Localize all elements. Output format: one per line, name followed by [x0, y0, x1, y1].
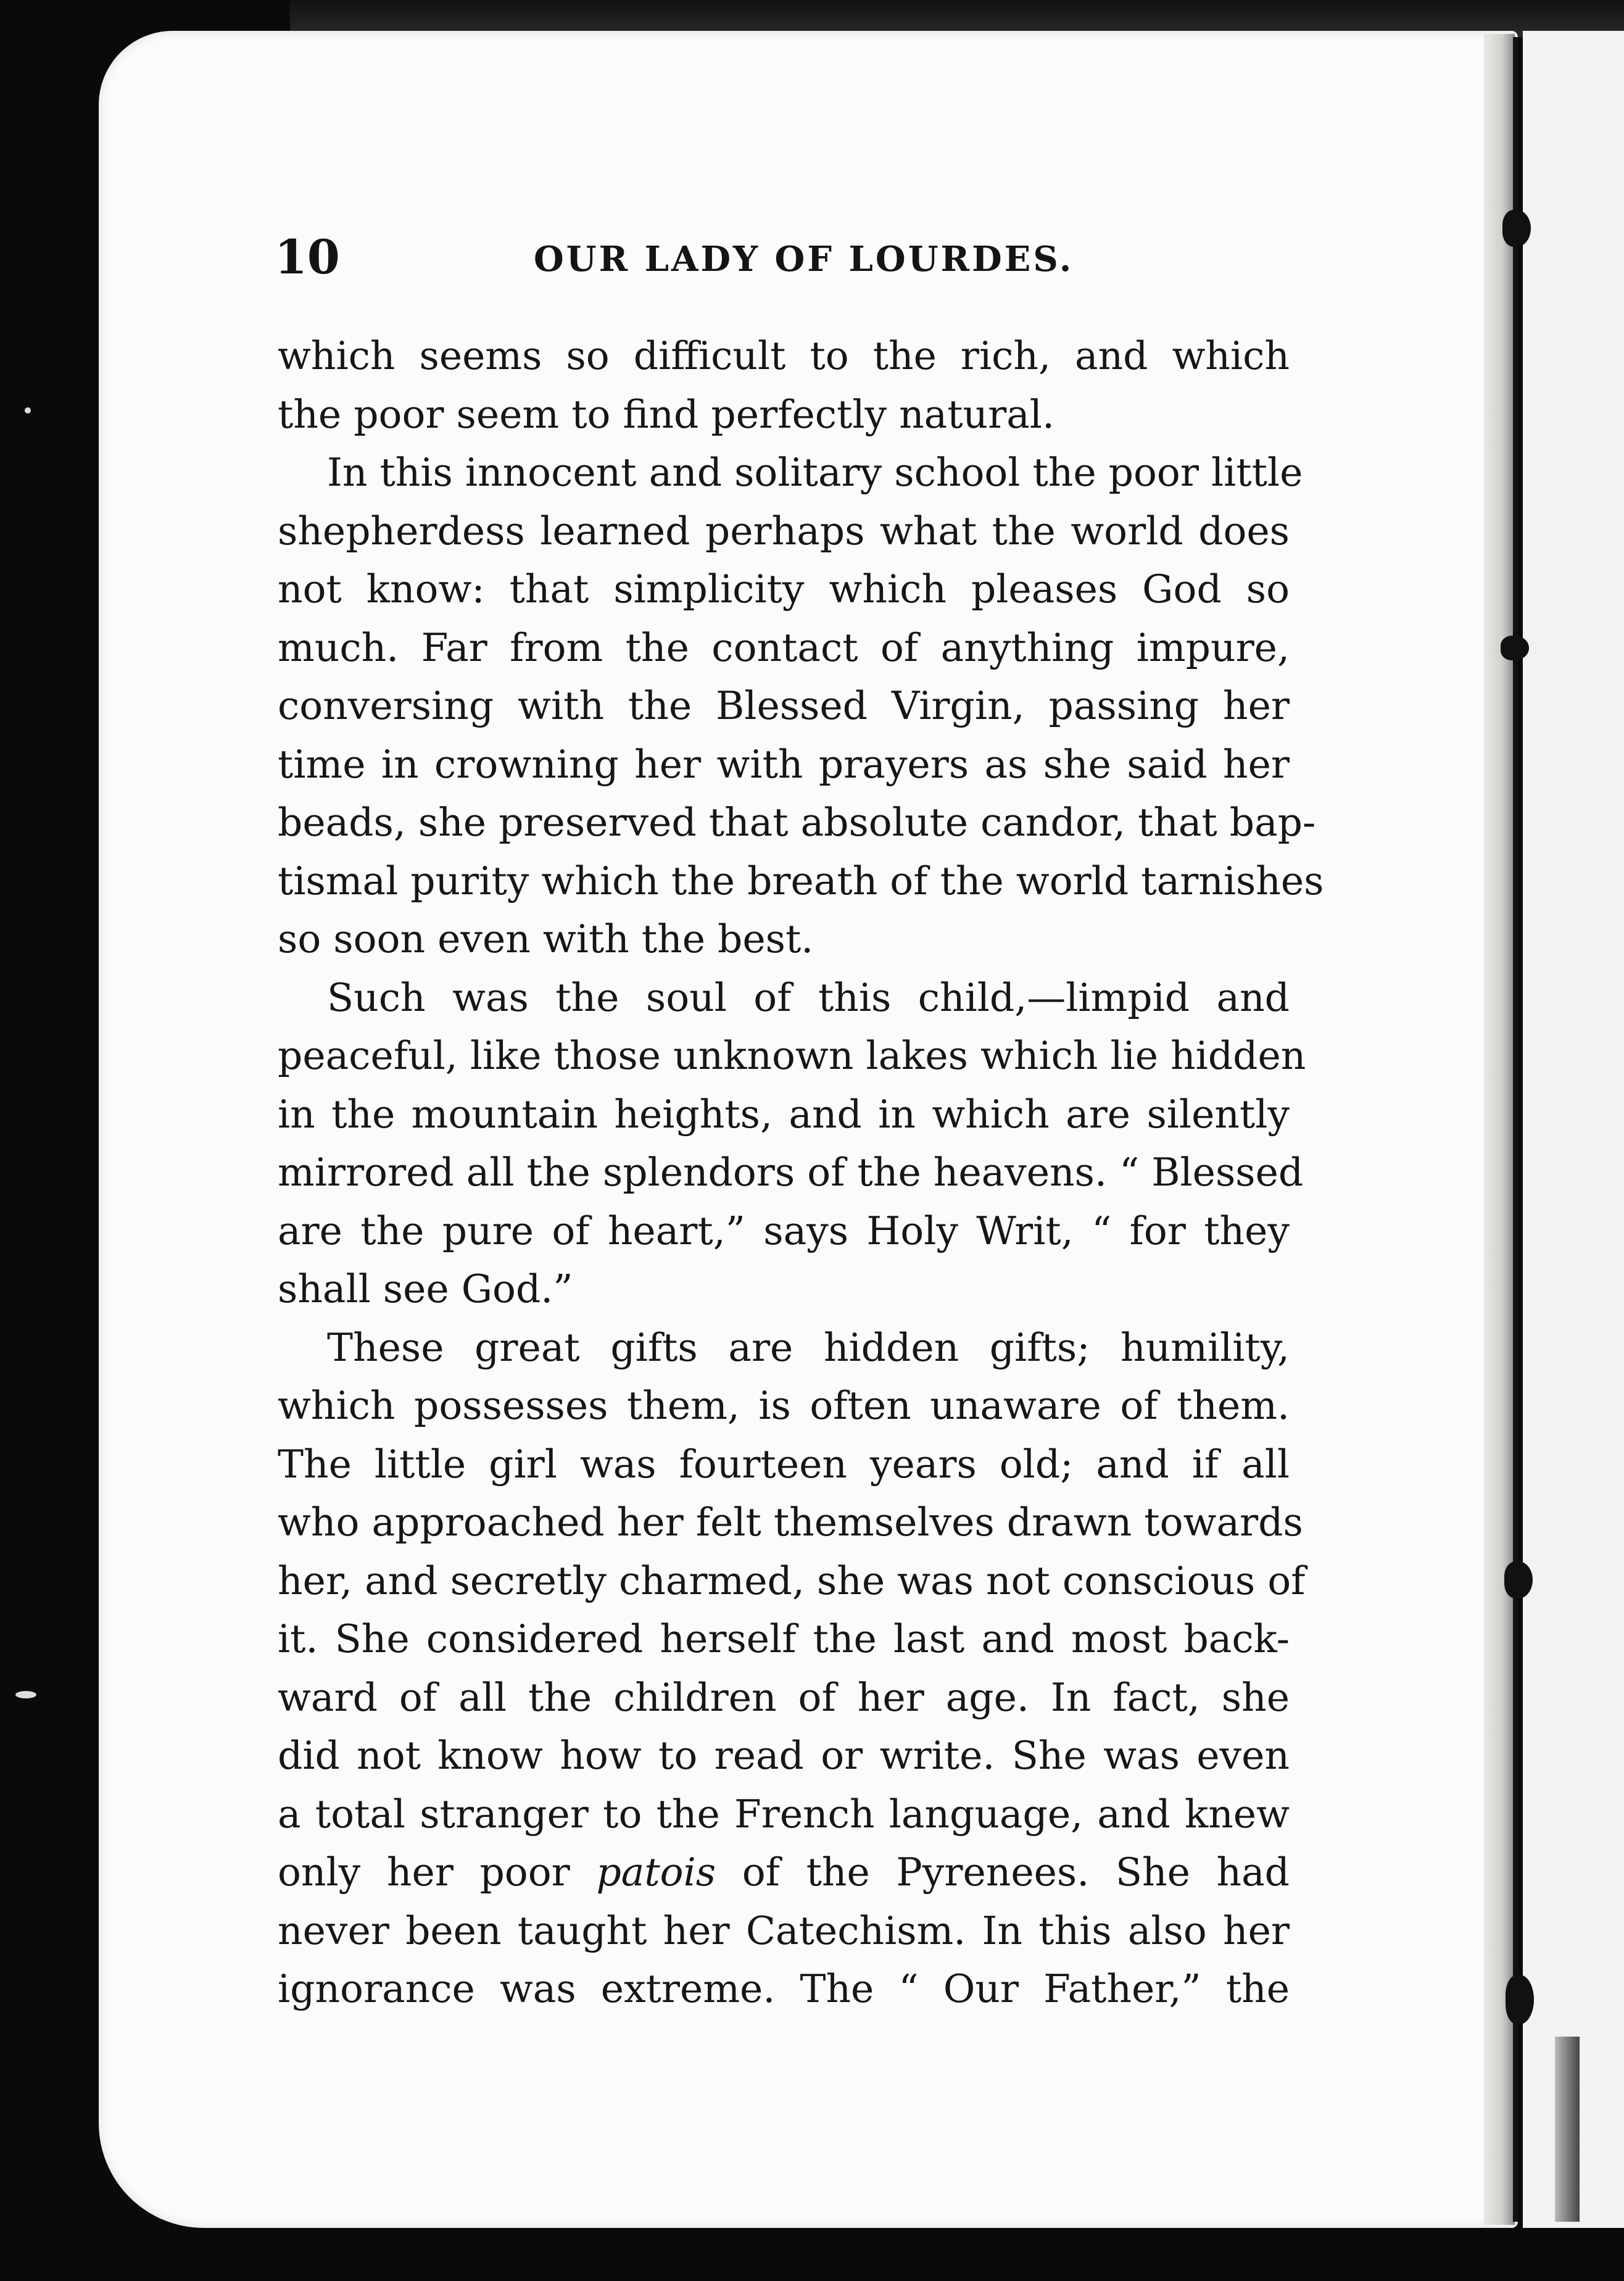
- text-line: in the mountain heights, and in which are silently: [278, 1091, 1290, 1137]
- text-line: mirrored all the splendors of the heavens. “ Blessed: [278, 1150, 1304, 1195]
- text-line: tismal purity which the breath of the world tarnishes: [278, 858, 1324, 904]
- text-line: who approached her felt themselves drawn towards: [278, 1500, 1303, 1545]
- text-line: did not know how to read or write. She was even: [278, 1733, 1290, 1778]
- text-run: only her poor: [278, 1850, 570, 1895]
- running-head: [275, 230, 1286, 285]
- text-line: time in crowning her with prayers as she said her: [278, 741, 1290, 787]
- text-line: so soon even with the best.: [278, 916, 814, 962]
- text-line: it. She considered herself the last and most back-: [278, 1616, 1290, 1661]
- facing-page-edge: [1523, 31, 1624, 2228]
- page-number: 10: [275, 230, 340, 285]
- page-gutter-shadow: [1484, 34, 1515, 2225]
- text-run: of the Pyrenees. She had: [742, 1850, 1290, 1895]
- text-line: are the pure of heart,” says Holy Writ, “ for they: [278, 1208, 1290, 1253]
- binding-line: [1513, 37, 1518, 2222]
- text-line: Such was the soul of this child,—limpid and: [327, 974, 1290, 1020]
- text-line: not know: that simplicity which pleases God so: [278, 567, 1290, 612]
- text-line: beads, she preserved that absolute candor, that bap-: [278, 800, 1316, 845]
- text-line: conversing with the Blessed Virgin, passing her: [278, 683, 1290, 728]
- text-line: peaceful, like those unknown lakes which lie hidden: [278, 1033, 1306, 1078]
- body-text: [278, 327, 1324, 2019]
- text-line: shepherdess learned perhaps what the world does: [278, 508, 1290, 554]
- text-line: shall see God.”: [278, 1266, 573, 1311]
- text-line: which possesses them, is often unaware of them.: [278, 1383, 1290, 1428]
- scan-speck: [25, 407, 31, 413]
- text-line: In this innocent and solitary school the poor little: [327, 450, 1303, 495]
- running-title: OUR LADY OF LOURDES.: [534, 239, 1074, 280]
- binding-tab-mark: [1502, 210, 1531, 247]
- text-line: her, and secretly charmed, she was not conscious of: [278, 1558, 1306, 1603]
- text-line: which seems so difficult to the rich, and which: [278, 333, 1290, 378]
- text-line: The little girl was fourteen years old; and if all: [278, 1441, 1290, 1487]
- text-line: much. Far from the contact of anything impure,: [278, 625, 1290, 670]
- binding-tab-mark: [1504, 1561, 1533, 1598]
- text-line-with-italic: [278, 1843, 1290, 1902]
- binding-tab-mark: [1506, 1975, 1534, 2024]
- italic-word: patois: [596, 1850, 716, 1895]
- text-line: These great gifts are hidden gifts; humility,: [327, 1324, 1290, 1370]
- scan-speck: [15, 1691, 36, 1698]
- page-corner-shadow: [1555, 2037, 1580, 2222]
- text-line: ward of all the children of her age. In fact, she: [278, 1674, 1290, 1720]
- text-line: the poor seem to find perfectly natural.: [278, 391, 1054, 437]
- text-line: never been taught her Catechism. In this also her: [278, 1908, 1290, 1953]
- text-line: a total stranger to the French language, and knew: [278, 1791, 1290, 1837]
- binding-tab-mark: [1501, 636, 1529, 660]
- text-line: ignorance was extreme. The “ Our Father,” the: [278, 1966, 1290, 2011]
